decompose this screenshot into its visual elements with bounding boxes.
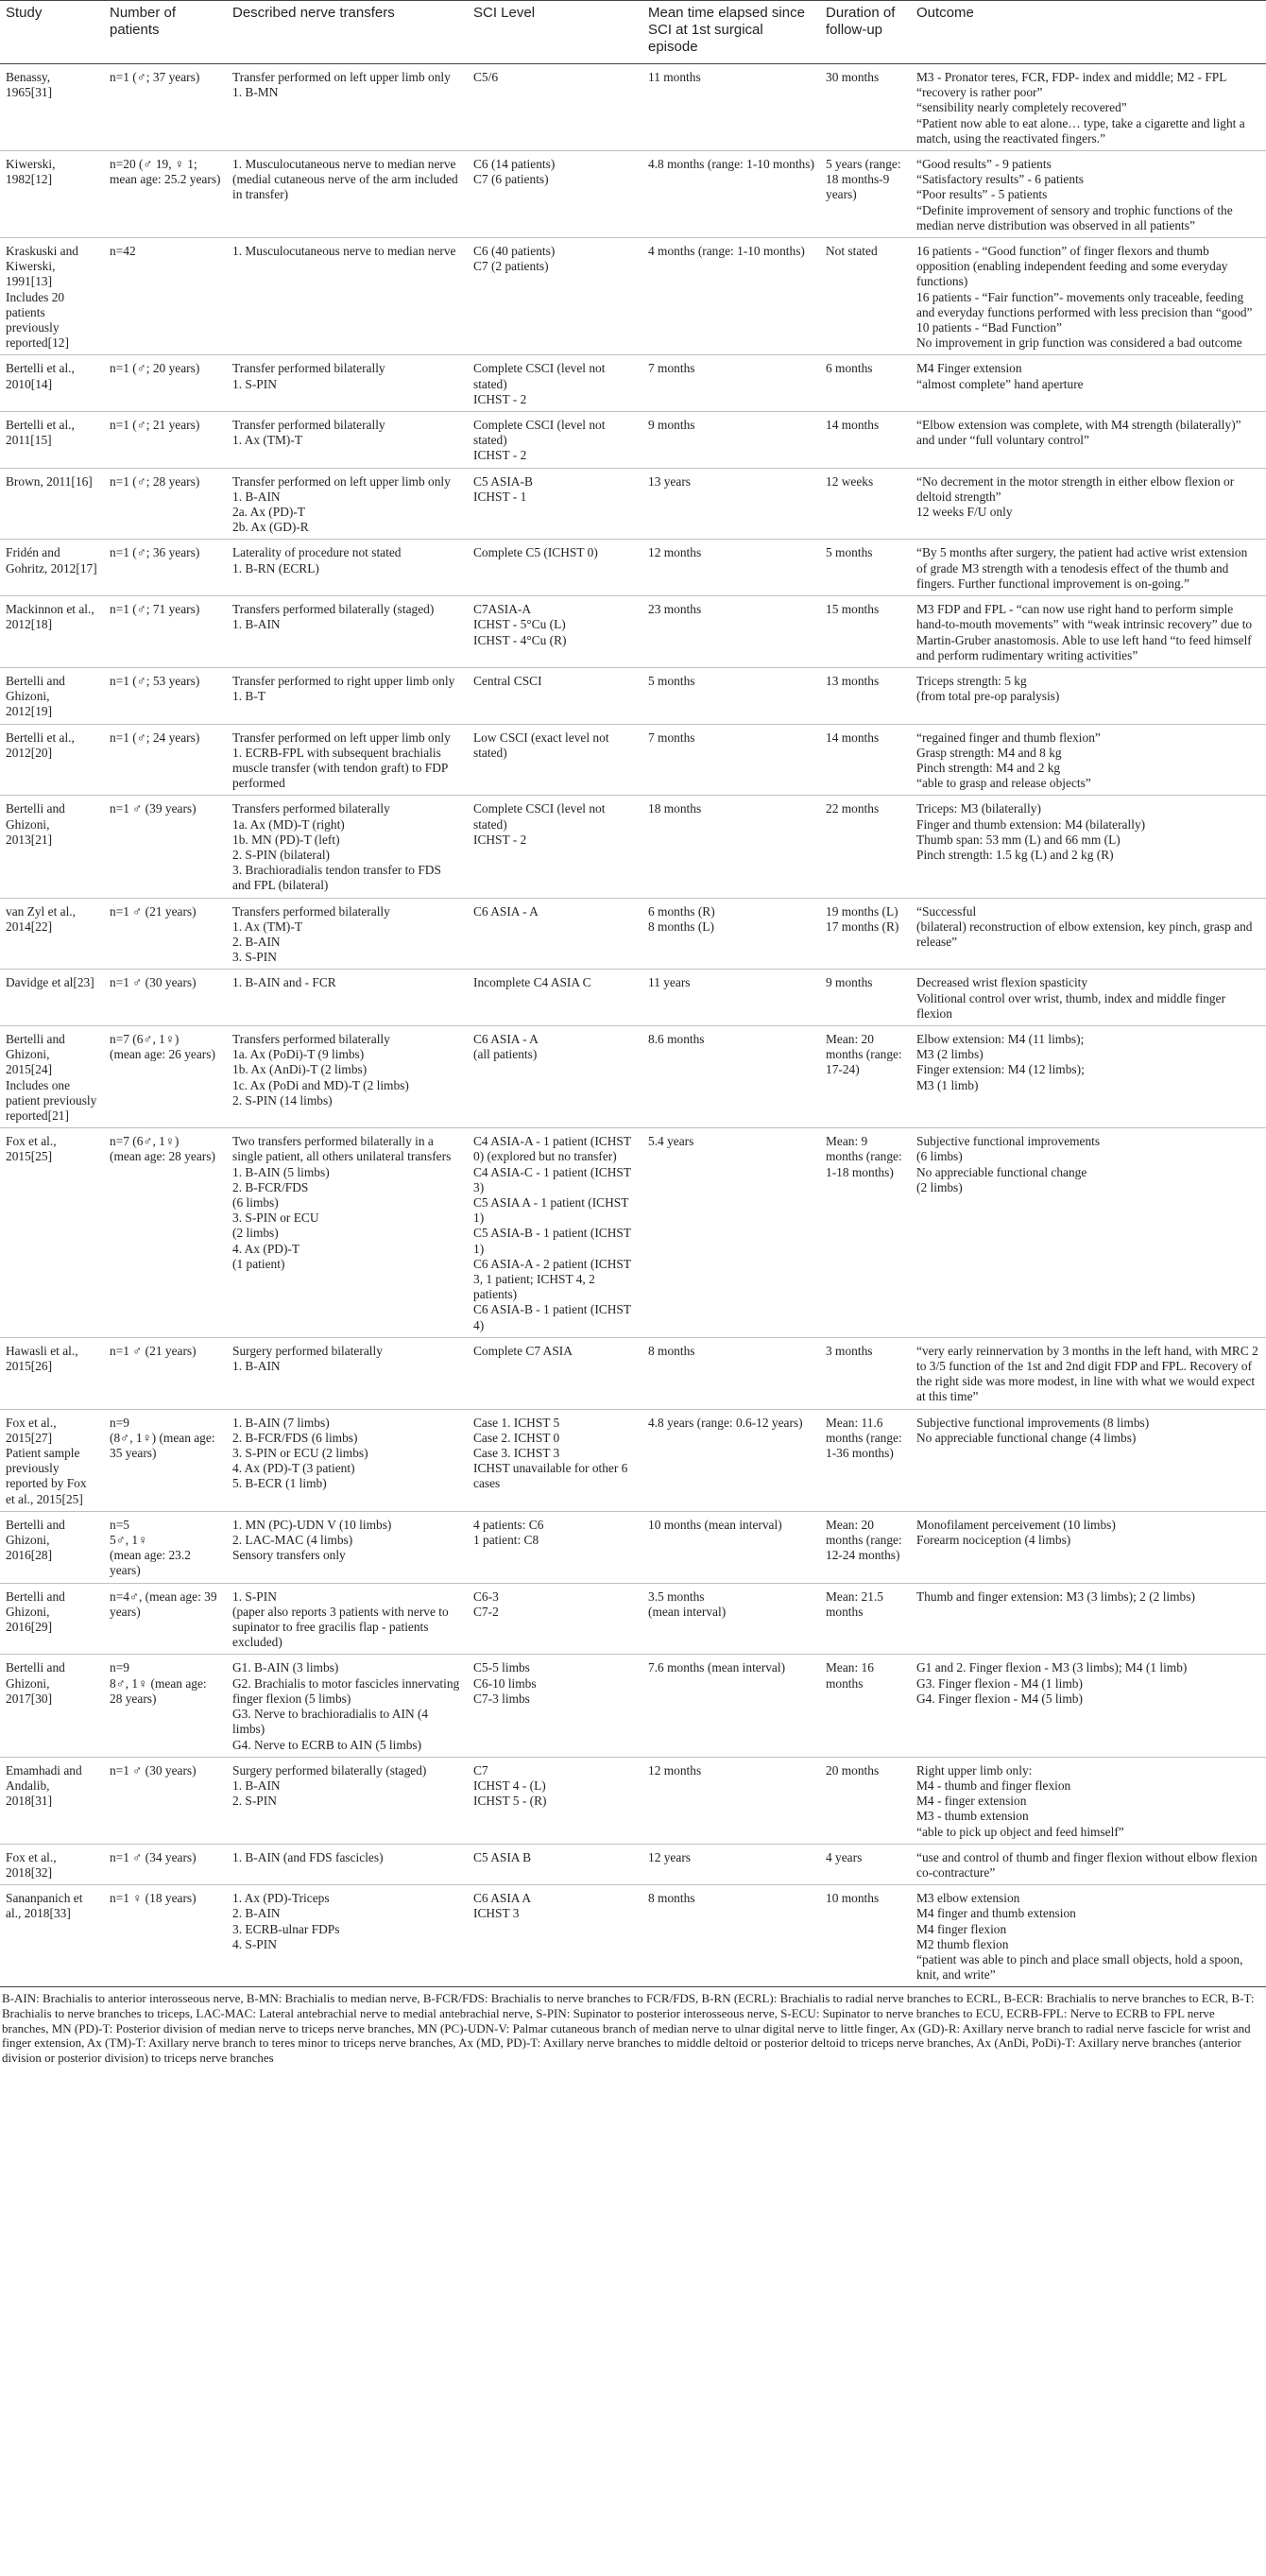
study-cell: Bertelli and Ghizoni, 2013[21] (0, 796, 104, 898)
patients-cell: n=9 (8♂, 1♀) (mean age: 35 years) (104, 1409, 227, 1511)
patients-cell: n=9 8♂, 1♀ (mean age: 28 years) (104, 1655, 227, 1757)
nerve-transfers-cell: Surgery performed bilaterally (staged) 1. B-AIN 2. S-PIN (227, 1757, 468, 1844)
nerve-transfers-cell: Transfers performed bilaterally 1. Ax (TM)-T 2. B-AIN 3. S-PIN (227, 898, 468, 970)
study-cell: Bertelli et al., 2011[15] (0, 412, 104, 469)
patients-cell: n=1 ♂ (30 years) (104, 1757, 227, 1844)
table-row (0, 1025, 1266, 1127)
mean-time-cell: 12 months (642, 540, 820, 596)
patients-cell: n=1 (♂; 24 years) (104, 724, 227, 796)
table-row (0, 1844, 1266, 1884)
nerve-transfers-cell: Laterality of procedure not stated 1. B-RN (ECRL) (227, 540, 468, 596)
mean-time-cell: 5.4 years (642, 1128, 820, 1338)
mean-time-cell: 11 months (642, 64, 820, 151)
nerve-transfers-cell: 1. Musculocutaneous nerve to median nerve (medial cutaneous nerve of the arm included in transfer) (227, 151, 468, 238)
table-row (0, 1511, 1266, 1583)
patients-cell: n=42 (104, 238, 227, 355)
follow-up-cell: Mean: 21.5 months (820, 1583, 911, 1655)
table-row (0, 412, 1266, 469)
sci-level-cell: Complete C5 (ICHST 0) (468, 540, 642, 596)
nerve-transfers-cell: 1. Musculocutaneous nerve to median nerve (227, 238, 468, 355)
patients-cell: n=1 (♂; 53 years) (104, 667, 227, 724)
sci-level-cell: C7ASIA-A ICHST - 5°Cu (L) ICHST - 4°Cu (R) (468, 596, 642, 668)
table-row (0, 1409, 1266, 1511)
patients-cell: n=1 (♂; 28 years) (104, 468, 227, 540)
follow-up-cell: Mean: 11.6 months (range: 1-36 months) (820, 1409, 911, 1511)
study-cell: Bertelli and Ghizoni, 2017[30] (0, 1655, 104, 1757)
table-row (0, 468, 1266, 540)
nerve-transfers-cell: Transfer performed bilaterally 1. Ax (TM)-T (227, 412, 468, 469)
outcome-cell: Subjective functional improvements (8 limbs) No appreciable functional change (4 limbs) (911, 1409, 1266, 1511)
nerve-transfers-cell: Transfer performed bilaterally 1. S-PIN (227, 355, 468, 412)
outcome-cell: G1 and 2. Finger flexion - M3 (3 limbs); M4 (1 limb) G3. Finger flexion - M4 (1 limb) G4. Finger flexion - M4 (5 limb) (911, 1655, 1266, 1757)
mean-time-cell: 3.5 months (mean interval) (642, 1583, 820, 1655)
patients-cell: n=20 (♂ 19, ♀ 1; mean age: 25.2 years) (104, 151, 227, 238)
outcome-cell: “No decrement in the motor strength in either elbow flexion or deltoid strength” 12 weeks F/U only (911, 468, 1266, 540)
patients-cell: n=1 (♂; 37 years) (104, 64, 227, 151)
patients-cell: n=1 (♂; 71 years) (104, 596, 227, 668)
study-cell: Fox et al., 2015[25] (0, 1128, 104, 1338)
table-row (0, 1583, 1266, 1655)
table-row (0, 355, 1266, 412)
mean-time-cell: 23 months (642, 596, 820, 668)
mean-time-cell: 7.6 months (mean interval) (642, 1655, 820, 1757)
study-cell: Bertelli et al., 2010[14] (0, 355, 104, 412)
mean-time-cell: 5 months (642, 667, 820, 724)
study-cell: Hawasli et al., 2015[26] (0, 1337, 104, 1409)
table-footnote: B-AIN: Brachialis to anterior interosseous nerve, B-MN: Brachialis to median nerve, B-FCR/FDS: Brachialis to nerve branches to FCR/FDS, B-RN (ECRL): Brachialis to radial nerve branches to ECRL, B-ECR: Brachialis to nerve branches to ECR, B-T: Brachialis to nerve branches to triceps, LAC-MAC: Lateral antebrachial nerve to medial antebrachial nerve, S-PIN: Supinator to posterior interosseous nerve, S-ECU: Supinator to nerve branches to ECU, ECRB-FPL: Nerve to ECRB to FPL nerve branches, MN (PD)-T: Posterior division of median nerve to triceps nerve branches, MN (PC)-UDN-V: Palmar cutaneous branch of median nerve to ulnar digital nerve to little finger, Ax (GD)-R: Axillary nerve branch to radial nerve fascicle for wrist and finger extension, Ax (TM)-T: Axillary nerve branch to teres minor to triceps nerve branches, Ax (MD, PD)-T: Axillary nerve branches to middle deltoid or posterior deltoid to triceps nerve branches, Ax (AnDi, PoDi)-T: Axillary nerve branches (anterior division or posterior division) to triceps nerve branches (2, 1991, 1255, 2065)
mean-time-cell: 8 months (642, 1337, 820, 1409)
nerve-transfers-cell: Transfer performed to right upper limb only 1. B-T (227, 667, 468, 724)
outcome-cell: “Elbow extension was complete, with M4 strength (bilaterally)” and under “full voluntary control” (911, 412, 1266, 469)
study-cell: Kiwerski, 1982[12] (0, 151, 104, 238)
study-cell: Fox et al., 2018[32] (0, 1844, 104, 1884)
table-row (0, 1128, 1266, 1338)
outcome-cell: “regained finger and thumb flexion” Grasp strength: M4 and 8 kg Pinch strength: M4 and 2 kg “able to grasp and release objects” (911, 724, 1266, 796)
nerve-transfers-cell: 1. S-PIN (paper also reports 3 patients with nerve to supinator to free gracilis flap - patients excluded) (227, 1583, 468, 1655)
patients-cell: n=1 ♂ (34 years) (104, 1844, 227, 1884)
nerve-transfers-cell: 1. B-AIN and - FCR (227, 970, 468, 1026)
nerve-transfers-cell: 1. B-AIN (7 limbs) 2. B-FCR/FDS (6 limbs) 3. S-PIN or ECU (2 limbs) 4. Ax (PD)-T (3 patient) 5. B-ECR (1 limb) (227, 1409, 468, 1511)
header-outcome: Outcome (911, 1, 1266, 64)
outcome-cell: M4 Finger extension “almost complete” hand aperture (911, 355, 1266, 412)
study-cell: Fridén and Gohritz, 2012[17] (0, 540, 104, 596)
follow-up-cell: Mean: 16 months (820, 1655, 911, 1757)
follow-up-cell: 6 months (820, 355, 911, 412)
mean-time-cell: 7 months (642, 355, 820, 412)
header-nerve-transfers: Described nerve transfers (227, 1, 468, 64)
nerve-transfers-cell: Transfer performed on left upper limb only 1. ECRB-FPL with subsequent brachialis muscle transfer (with tendon graft) to FDP performed (227, 724, 468, 796)
table-row (0, 596, 1266, 668)
study-cell: Brown, 2011[16] (0, 468, 104, 540)
patients-cell: n=7 (6♂, 1♀) (mean age: 28 years) (104, 1128, 227, 1338)
study-cell: Bertelli and Ghizoni, 2016[28] (0, 1511, 104, 1583)
follow-up-cell: 9 months (820, 970, 911, 1026)
mean-time-cell: 12 years (642, 1844, 820, 1884)
outcome-cell: Elbow extension: M4 (11 limbs); M3 (2 limbs) Finger extension: M4 (12 limbs); M3 (1 limb) (911, 1025, 1266, 1127)
study-cell: Fox et al., 2015[27] Patient sample previously reported by Fox et al., 2015[25] (0, 1409, 104, 1511)
table-row (0, 796, 1266, 898)
outcome-cell: “By 5 months after surgery, the patient had active wrist extension of grade M3 strength with a tenodesis effect of the thumb and fingers. Further functional improvement is on-going.” (911, 540, 1266, 596)
nerve-transfers-cell: Transfers performed bilaterally (staged) 1. B-AIN (227, 596, 468, 668)
mean-time-cell: 8 months (642, 1885, 820, 1987)
outcome-cell: “use and control of thumb and finger flexion without elbow flexion co-contracture” (911, 1844, 1266, 1884)
follow-up-cell: 3 months (820, 1337, 911, 1409)
follow-up-cell: 4 years (820, 1844, 911, 1884)
follow-up-cell: 22 months (820, 796, 911, 898)
mean-time-cell: 4.8 months (range: 1-10 months) (642, 151, 820, 238)
sci-level-cell: Case 1. ICHST 5 Case 2. ICHST 0 Case 3. ICHST 3 ICHST unavailable for other 6 cases (468, 1409, 642, 1511)
header-follow-up: Duration of follow-up (820, 1, 911, 64)
patients-cell: n=1 (♂; 36 years) (104, 540, 227, 596)
nerve-transfers-cell: G1. B-AIN (3 limbs) G2. Brachialis to motor fascicles innervating finger flexion (5 limbs) G3. Nerve to brachioradialis to AIN (4 limbs) G4. Nerve to ECRB to AIN (5 limbs) (227, 1655, 468, 1757)
sci-level-cell: 4 patients: C6 1 patient: C8 (468, 1511, 642, 1583)
sci-level-cell: C6 ASIA - A (468, 898, 642, 970)
outcome-cell: “Successful (bilateral) reconstruction of elbow extension, key pinch, grasp and release” (911, 898, 1266, 970)
sci-level-cell: C6 ASIA A ICHST 3 (468, 1885, 642, 1987)
follow-up-cell: Mean: 9 months (range: 1-18 months) (820, 1128, 911, 1338)
nerve-transfers-cell: Transfers performed bilaterally 1a. Ax (PoDi)-T (9 limbs) 1b. Ax (AnDi)-T (2 limbs) 1c. Ax (PoDi and MD)-T (2 limbs) 2. S-PIN (14 limbs) (227, 1025, 468, 1127)
outcome-cell: “very early reinnervation by 3 months in the left hand, with MRC 2 to 3/5 function of the 1st and 2nd digit FDP and FPL. Recovery of the right side was more modest, in line with what we would expect at this time” (911, 1337, 1266, 1409)
nerve-transfers-cell: Transfer performed on left upper limb only 1. B-AIN 2a. Ax (PD)-T 2b. Ax (GD)-R (227, 468, 468, 540)
outcome-cell: Triceps: M3 (bilaterally) Finger and thumb extension: M4 (bilaterally) Thumb span: 53 mm (L) and 66 mm (L) Pinch strength: 1.5 kg (L) and 2 kg (R) (911, 796, 1266, 898)
outcome-cell: Thumb and finger extension: M3 (3 limbs); 2 (2 limbs) (911, 1583, 1266, 1655)
sci-level-cell: C5 ASIA B (468, 1844, 642, 1884)
mean-time-cell: 18 months (642, 796, 820, 898)
sci-level-cell: C6 ASIA - A (all patients) (468, 1025, 642, 1127)
patients-cell: n=1 ♂ (21 years) (104, 898, 227, 970)
mean-time-cell: 11 years (642, 970, 820, 1026)
follow-up-cell: Mean: 20 months (range: 12-24 months) (820, 1511, 911, 1583)
table-body (0, 64, 1266, 1987)
patients-cell: n=1 ♂ (30 years) (104, 970, 227, 1026)
follow-up-cell: 15 months (820, 596, 911, 668)
header-study: Study (0, 1, 104, 64)
follow-up-cell: 30 months (820, 64, 911, 151)
sci-level-cell: Complete CSCI (level not stated) ICHST - 2 (468, 412, 642, 469)
patients-cell: n=1 ♂ (21 years) (104, 1337, 227, 1409)
table-row (0, 898, 1266, 970)
table-row (0, 1337, 1266, 1409)
follow-up-cell: 14 months (820, 412, 911, 469)
mean-time-cell: 13 years (642, 468, 820, 540)
outcome-cell: Right upper limb only: M4 - thumb and finger flexion M4 - finger extension M3 - thumb extension “able to pick up object and feed himself” (911, 1757, 1266, 1844)
mean-time-cell: 4 months (range: 1-10 months) (642, 238, 820, 355)
follow-up-cell: 13 months (820, 667, 911, 724)
mean-time-cell: 8.6 months (642, 1025, 820, 1127)
follow-up-cell: 5 years (range: 18 months-9 years) (820, 151, 911, 238)
table-row (0, 1655, 1266, 1757)
sci-level-cell: C6 (40 patients) C7 (2 patients) (468, 238, 642, 355)
table-row (0, 540, 1266, 596)
header-patients: Number of patients (104, 1, 227, 64)
nerve-transfers-cell: Transfer performed on left upper limb only 1. B-MN (227, 64, 468, 151)
follow-up-cell: 19 months (L) 17 months (R) (820, 898, 911, 970)
study-cell: Davidge et al[23] (0, 970, 104, 1026)
patients-cell: n=1 ♂ (39 years) (104, 796, 227, 898)
follow-up-cell: 20 months (820, 1757, 911, 1844)
mean-time-cell: 12 months (642, 1757, 820, 1844)
table-row (0, 724, 1266, 796)
study-cell: van Zyl et al., 2014[22] (0, 898, 104, 970)
study-cell: Mackinnon et al., 2012[18] (0, 596, 104, 668)
mean-time-cell: 4.8 years (range: 0.6-12 years) (642, 1409, 820, 1511)
header-sci-level: SCI Level (468, 1, 642, 64)
follow-up-cell: 5 months (820, 540, 911, 596)
nerve-transfers-cell: 1. Ax (PD)-Triceps 2. B-AIN 3. ECRB-ulnar FDPs 4. S-PIN (227, 1885, 468, 1987)
mean-time-cell: 9 months (642, 412, 820, 469)
mean-time-cell: 10 months (mean interval) (642, 1511, 820, 1583)
study-cell: Bertelli et al., 2012[20] (0, 724, 104, 796)
mean-time-cell: 7 months (642, 724, 820, 796)
study-cell: Kraskuski and Kiwerski, 1991[13] Includes 20 patients previously reported[12] (0, 238, 104, 355)
outcome-cell: Subjective functional improvements (6 limbs) No appreciable functional change (2 limbs) (911, 1128, 1266, 1338)
follow-up-cell: 10 months (820, 1885, 911, 1987)
table-row (0, 1885, 1266, 1987)
study-cell: Bertelli and Ghizoni, 2012[19] (0, 667, 104, 724)
sci-level-cell: C5/6 (468, 64, 642, 151)
header-row (0, 1, 1266, 64)
sci-level-cell: C5-5 limbs C6-10 limbs C7-3 limbs (468, 1655, 642, 1757)
follow-up-cell: 14 months (820, 724, 911, 796)
patients-cell: n=1 (♂; 20 years) (104, 355, 227, 412)
sci-level-cell: Central CSCI (468, 667, 642, 724)
study-cell: Bertelli and Ghizoni, 2016[29] (0, 1583, 104, 1655)
outcome-cell: Triceps strength: 5 kg (from total pre-op paralysis) (911, 667, 1266, 724)
patients-cell: n=4♂, (mean age: 39 years) (104, 1583, 227, 1655)
study-cell: Benassy, 1965[31] (0, 64, 104, 151)
outcome-cell: Monofilament perceivement (10 limbs) Forearm nociception (4 limbs) (911, 1511, 1266, 1583)
follow-up-cell: Mean: 20 months (range: 17-24) (820, 1025, 911, 1127)
table-row (0, 238, 1266, 355)
sci-level-cell: C7 ICHST 4 - (L) ICHST 5 - (R) (468, 1757, 642, 1844)
table-row (0, 667, 1266, 724)
table-row (0, 64, 1266, 151)
sci-level-cell: C6 (14 patients) C7 (6 patients) (468, 151, 642, 238)
outcome-cell: M3 elbow extension M4 finger and thumb extension M4 finger flexion M2 thumb flexion “patient was able to pinch and place small objects, hold a spoon, knit, and write” (911, 1885, 1266, 1987)
nerve-transfers-cell: 1. B-AIN (and FDS fascicles) (227, 1844, 468, 1884)
sci-level-cell: Incomplete C4 ASIA C (468, 970, 642, 1026)
study-cell: Sananpanich et al., 2018[33] (0, 1885, 104, 1987)
sci-level-cell: C6-3 C7-2 (468, 1583, 642, 1655)
outcome-cell: 16 patients - “Good function” of finger flexors and thumb opposition (enabling independent feeding and some everyday functions) 16 patients - “Fair function”- movements only traceable, feeding and everyday functions performed with less precision than “good” 10 patients - “Bad Function” No improvement in grip function was considered a bad outcome (911, 238, 1266, 355)
table-row (0, 151, 1266, 238)
study-cell: Emamhadi and Andalib, 2018[31] (0, 1757, 104, 1844)
outcome-cell: M3 FDP and FPL - “can now use right hand to perform simple hand-to-mouth movements” with “weak intrinsic recovery” due to Martin-Gruber anastomosis. Able to use left hand “to feed himself and perform rudimentary writing activities” (911, 596, 1266, 668)
study-cell: Bertelli and Ghizoni, 2015[24] Includes one patient previously reported[21] (0, 1025, 104, 1127)
table-row (0, 1757, 1266, 1844)
follow-up-cell: 12 weeks (820, 468, 911, 540)
patients-cell: n=5 5♂, 1♀ (mean age: 23.2 years) (104, 1511, 227, 1583)
sci-level-cell: C5 ASIA-B ICHST - 1 (468, 468, 642, 540)
table-row (0, 970, 1266, 1026)
nerve-transfers-cell: Transfers performed bilaterally 1a. Ax (MD)-T (right) 1b. MN (PD)-T (left) 2. S-PIN (bilateral) 3. Brachioradialis tendon transfer to FDS and FPL (bilateral) (227, 796, 468, 898)
patients-cell: n=1 ♀ (18 years) (104, 1885, 227, 1987)
mean-time-cell: 6 months (R) 8 months (L) (642, 898, 820, 970)
nerve-transfers-cell: Surgery performed bilaterally 1. B-AIN (227, 1337, 468, 1409)
sci-level-cell: Complete CSCI (level not stated) ICHST - 2 (468, 355, 642, 412)
patients-cell: n=7 (6♂, 1♀) (mean age: 26 years) (104, 1025, 227, 1127)
sci-level-cell: Complete C7 ASIA (468, 1337, 642, 1409)
sci-level-cell: Low CSCI (exact level not stated) (468, 724, 642, 796)
header-mean-time: Mean time elapsed since SCI at 1st surgical episode (642, 1, 820, 64)
nerve-transfers-cell: Two transfers performed bilaterally in a single patient, all others unilateral transfers 1. B-AIN (5 limbs) 2. B-FCR/FDS (6 limbs) 3. S-PIN or ECU (2 limbs) 4. Ax (PD)-T (1 patient) (227, 1128, 468, 1338)
patients-cell: n=1 (♂; 21 years) (104, 412, 227, 469)
outcome-cell: Decreased wrist flexion spasticity Volitional control over wrist, thumb, index and middle finger flexion (911, 970, 1266, 1026)
sci-level-cell: Complete CSCI (level not stated) ICHST - 2 (468, 796, 642, 898)
sci-level-cell: C4 ASIA-A - 1 patient (ICHST 0) (explored but no transfer) C4 ASIA-C - 1 patient (ICHST 3) C5 ASIA A - 1 patient (ICHST 1) C5 ASIA-B - 1 patient (ICHST 1) C6 ASIA-A - 2 patient (ICHST 3, 1 patient; ICHST 4, 2 patients) C6 ASIA-B - 1 patient (ICHST 4) (468, 1128, 642, 1338)
outcome-cell: “Good results” - 9 patients “Satisfactory results” - 6 patients “Poor results” - 5 patients “Definite improvement of sensory and trophic functions of the median nerve distribution was observed in all patients” (911, 151, 1266, 238)
outcome-cell: M3 - Pronator teres, FCR, FDP- index and middle; M2 - FPL “recovery is rather poor” “sensibility nearly completely recovered” “Patient now able to eat alone… type, take a cigarette and light a match, using the reactivated fingers.” (911, 64, 1266, 151)
follow-up-cell: Not stated (820, 238, 911, 355)
table-header (0, 1, 1266, 64)
nerve-transfers-cell: 1. MN (PC)-UDN V (10 limbs) 2. LAC-MAC (4 limbs) Sensory transfers only (227, 1511, 468, 1583)
